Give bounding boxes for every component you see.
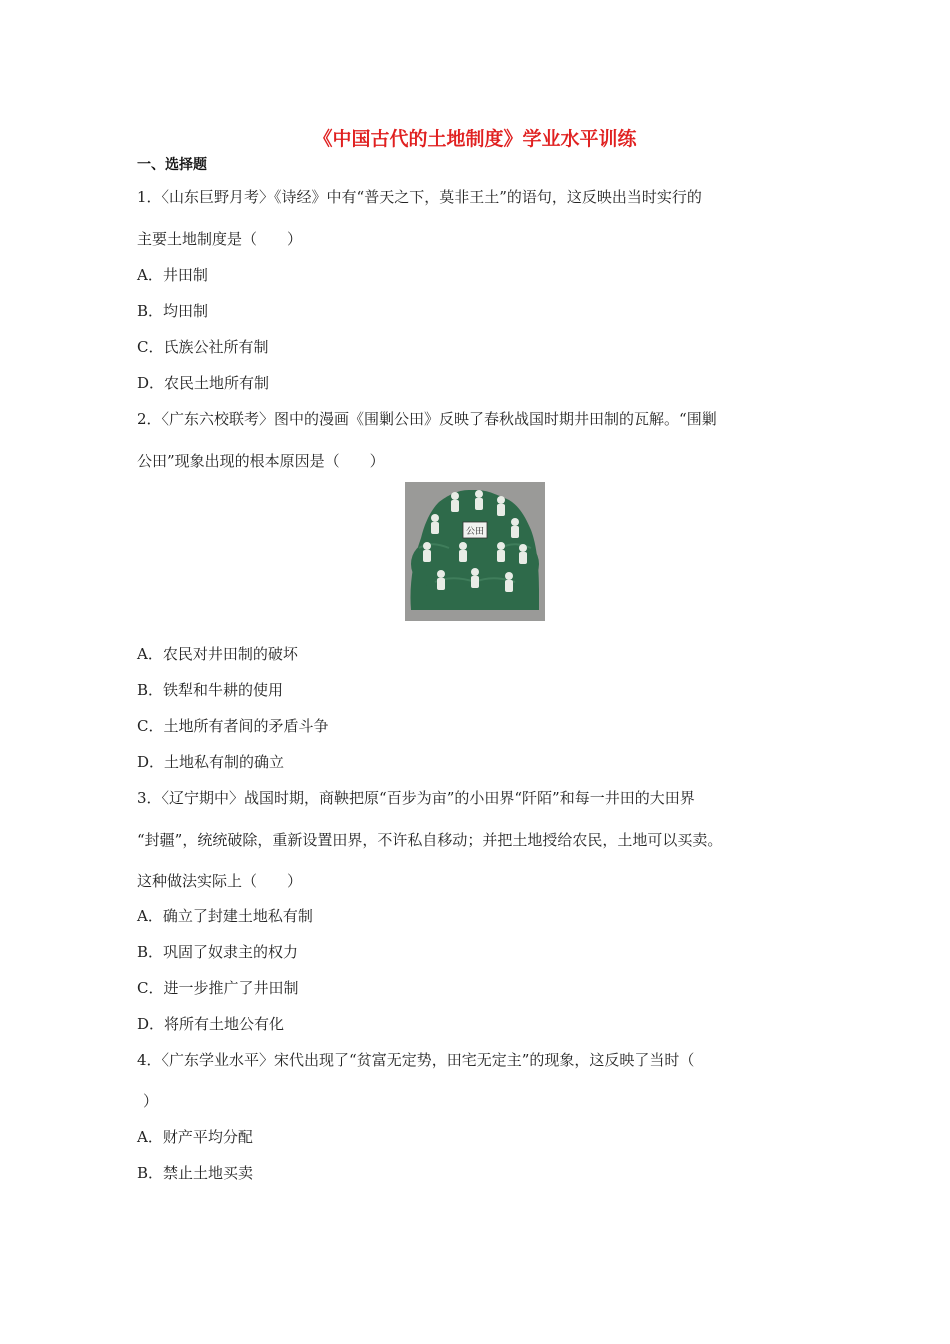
q4-option-b: B．禁止土地买卖 bbox=[137, 1164, 254, 1182]
cartoon-image-weijiao-gongtian bbox=[405, 482, 545, 621]
q3-option-c: C．进一步推广了井田制 bbox=[137, 979, 299, 997]
q3-option-a: A．确立了封建土地私有制 bbox=[137, 907, 313, 925]
q4-stem-line2: ） bbox=[143, 1092, 159, 1110]
q2-option-a: A．农民对井田制的破坏 bbox=[137, 645, 298, 663]
q1-stem-line1: 1．〈山东巨野月考〉《诗经》中有“普天之下，莫非王土”的语句，这反映出当时实行的 bbox=[137, 188, 702, 206]
q1-stem-line2: 主要土地制度是（ ） bbox=[137, 230, 303, 248]
q1-option-b: B．均田制 bbox=[137, 302, 209, 320]
q1-option-a: A．井田制 bbox=[137, 266, 208, 284]
q2-option-b: B．铁犁和牛耕的使用 bbox=[137, 681, 284, 699]
q3-stem-line2: “封疆”，统统破除，重新设置田界，不许私自移动；并把土地授给农民，土地可以买卖。 bbox=[137, 831, 723, 849]
q2-stem-line2: 公田”现象出现的根本原因是（ ） bbox=[137, 452, 385, 470]
q2-stem-line1: 2．〈广东六校联考〉图中的漫画《围剿公田》反映了春秋战国时期井田制的瓦解。“围剿 bbox=[137, 410, 717, 428]
q2-option-c: C．土地所有者间的矛盾斗争 bbox=[137, 717, 329, 735]
q3-option-b: B．巩固了奴隶主的权力 bbox=[137, 943, 299, 961]
q4-stem-line1: 4．〈广东学业水平〉宋代出现了“贫富无定势，田宅无定主”的现象，这反映了当时（ bbox=[137, 1051, 695, 1069]
page-title: 《中国古代的土地制度》学业水平训练 bbox=[313, 128, 637, 150]
cartoon-sign-label: 公田 bbox=[465, 527, 485, 537]
q4-option-a: A．财产平均分配 bbox=[137, 1128, 253, 1146]
q2-option-d: D．土地私有制的确立 bbox=[137, 753, 285, 771]
q1-option-d: D．农民土地所有制 bbox=[137, 374, 270, 392]
q3-option-d: D．将所有土地公有化 bbox=[137, 1015, 285, 1033]
section-heading: 一、选择题 bbox=[137, 157, 207, 173]
q3-stem-line1: 3．〈辽宁期中〉战国时期，商鞅把原“百步为亩”的小田界“阡陌”和每一井田的大田界 bbox=[137, 789, 695, 807]
q1-option-c: C．氏族公社所有制 bbox=[137, 338, 269, 356]
q3-stem-line3: 这种做法实际上（ ） bbox=[137, 872, 303, 890]
